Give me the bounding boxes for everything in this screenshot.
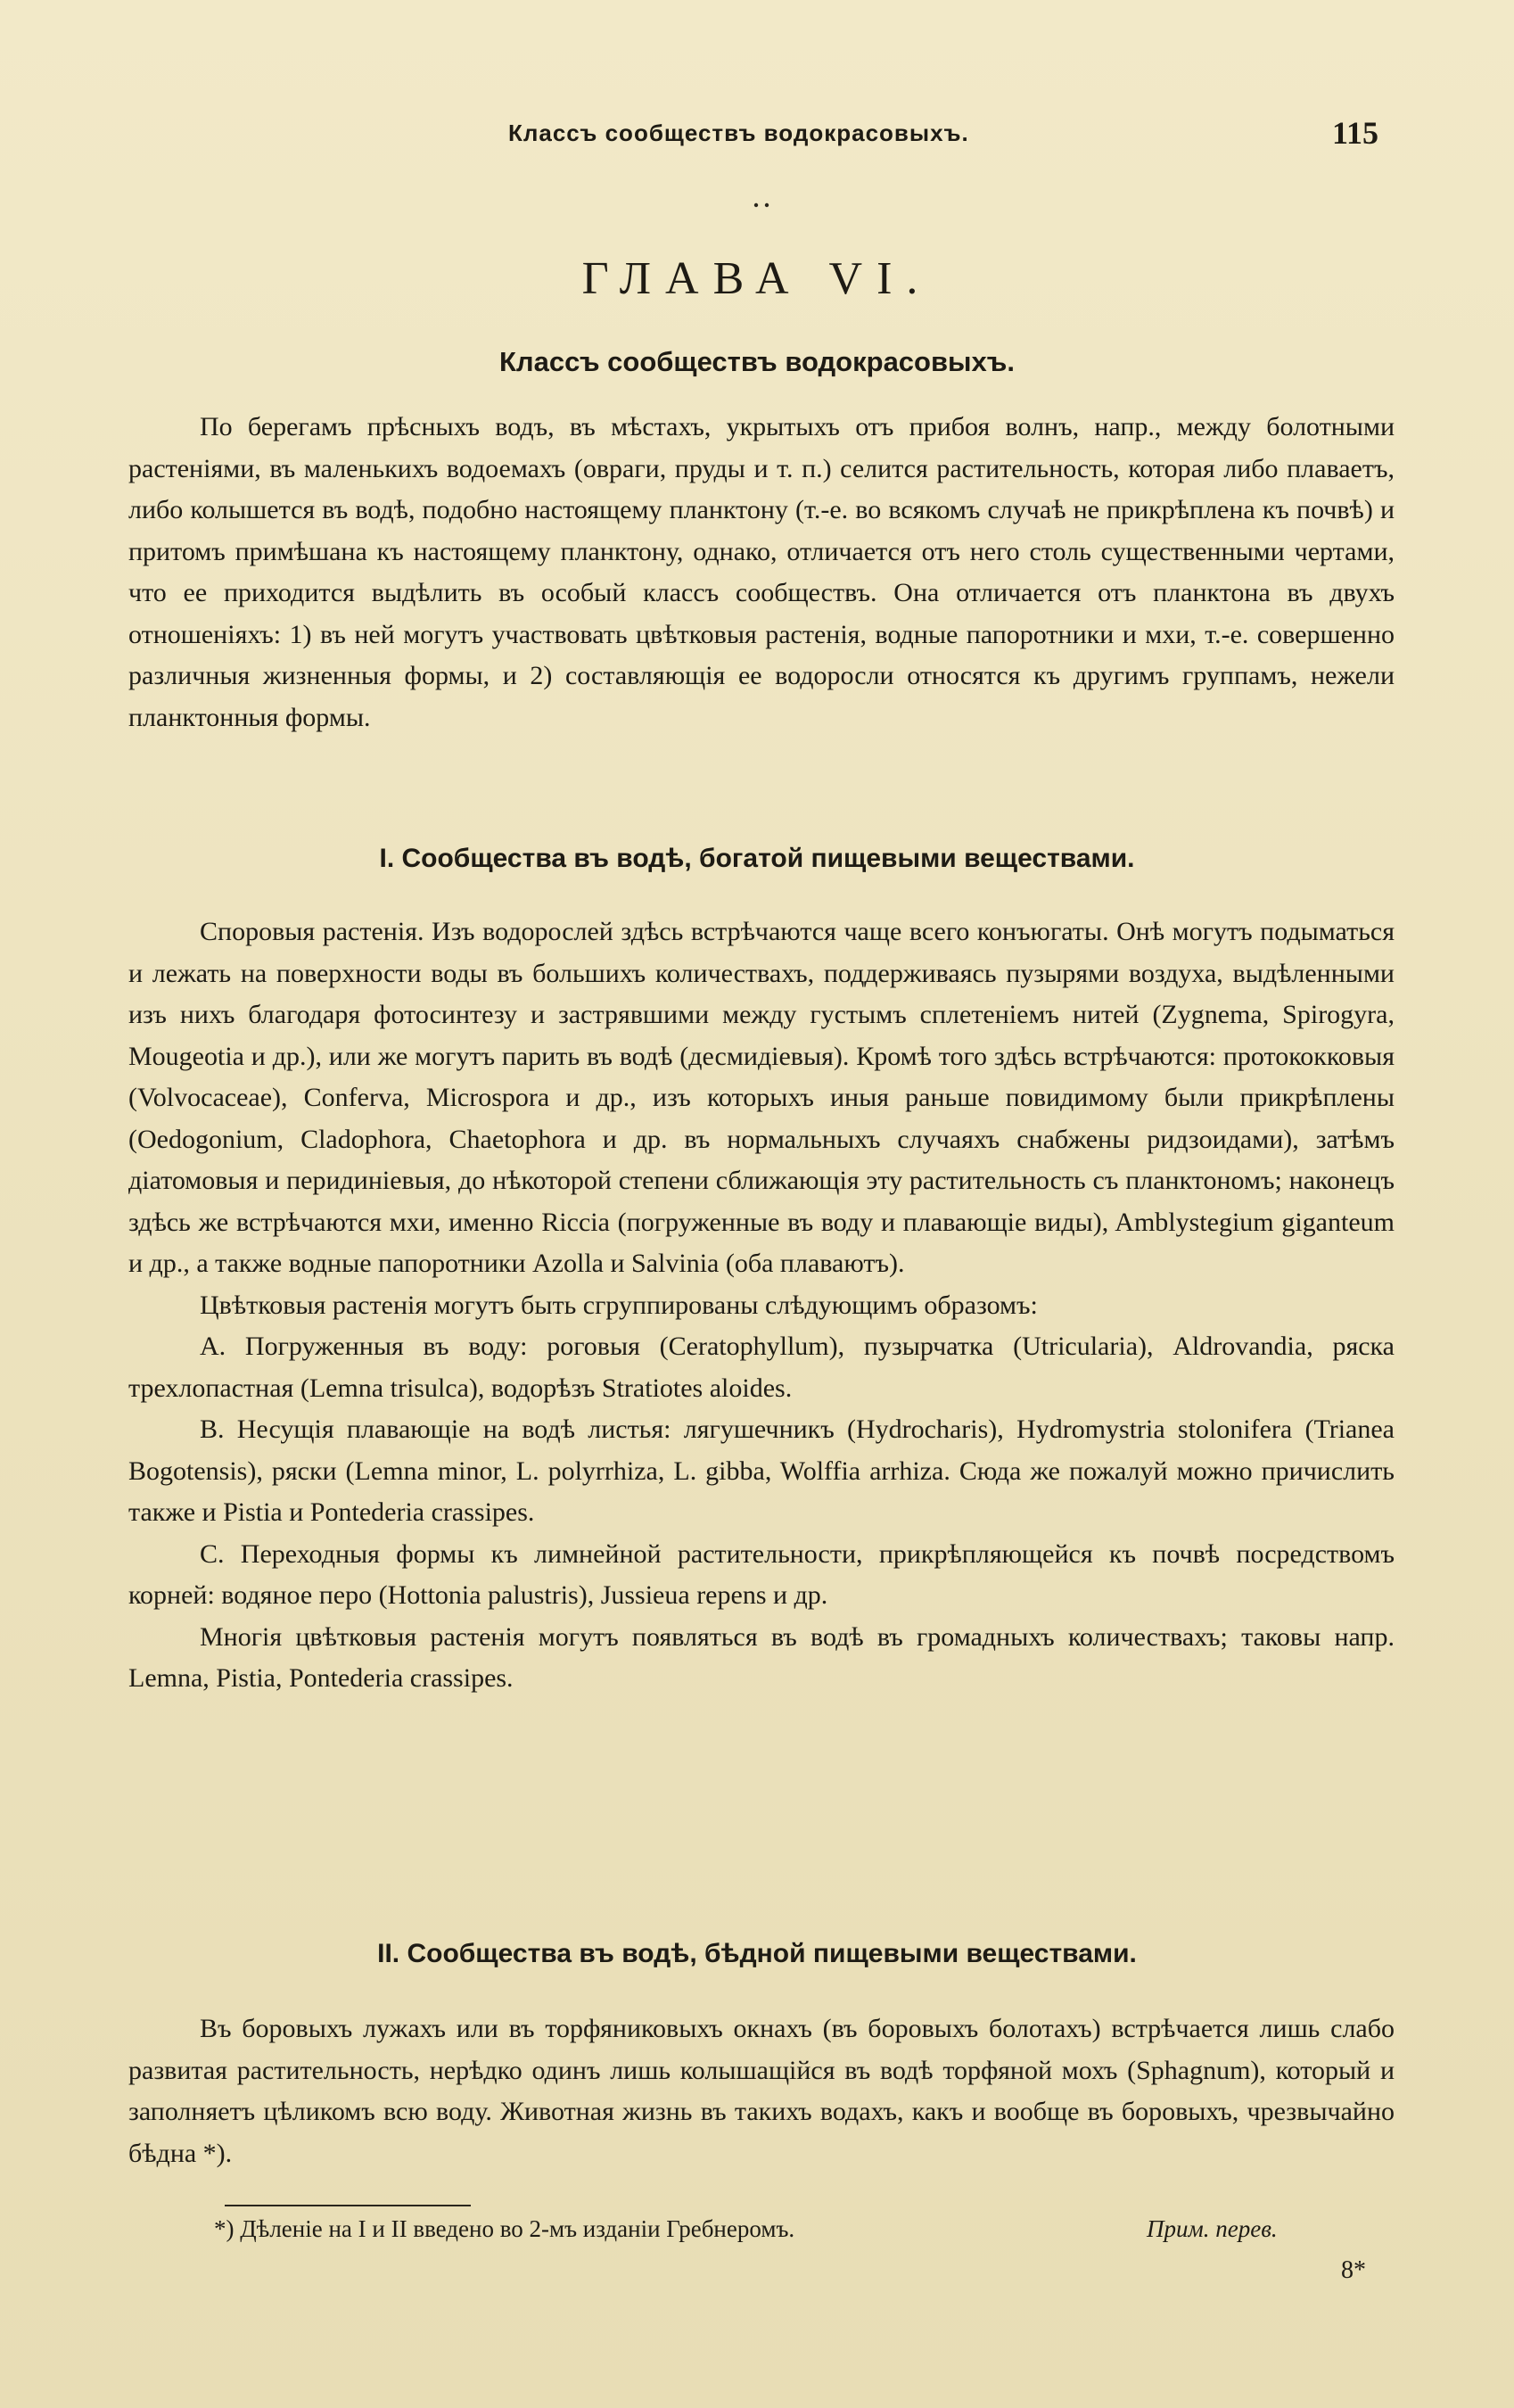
paragraph-spore-plants: Споровыя растенія. Изъ водорослей здѣсь встрѣчаются чаще всего конъюгаты. Онѣ могутъ подыматься и лежать на поверхности воды въ большихъ количествахъ, поддерживаясь пузырями воздуха, выдѣленными изъ нихъ благодаря фотосинтезу и застрявшими между густымъ сплетеніемъ нитей (Zygnema, Spirogyra, Mougeotia и др.), или же могутъ парить въ водѣ (десмидіевыя). Кромѣ того здѣсь встрѣчаются: протококковыя (Volvocaceae), Conferva, Microspora и др., изъ которыхъ иныя раньше повидимому были прикрѣплены (Oedogonium, Cladophora, Chaetophora и др. въ нормальныхъ случаяхъ снабжены ридзоидами), затѣмъ діатомовыя и перидиніевыя, до нѣкоторой степени сближающія эту растительность съ планктономъ; наконецъ здѣсь же встрѣчаются мхи, именно Riccia (погруженные въ воду и плавающіе виды), Amblystegium giganteum и др., а также водные папоротники Azolla и Salvinia (оба плаваютъ).: [128, 917, 1395, 1278]
running-header-title: Классъ сообществъ водокрасовыхъ.: [508, 120, 969, 146]
section-1-body: [128, 911, 1395, 1700]
footnote-rule: [225, 2205, 471, 2206]
paragraph-group-c: C. Переходныя формы къ лимнейной растительности, прикрѣпляющейся къ почвѣ посредствомъ корней: водяное перо (Hottonia palustris), Jussieua repens и др.: [128, 1538, 1395, 1610]
section-heading-2: II. Сообщества въ водѣ, бѣдной пищевыми веществами.: [377, 1939, 1137, 1968]
paragraph-flowering-plants: Цвѣтковыя растенія могутъ быть сгруппированы слѣдующимъ образомъ:: [200, 1290, 1038, 1320]
footnote-text: *) Дѣленіе на I и II введено во 2-мъ изданіи Гребнеромъ.: [214, 2215, 795, 2242]
printer-signature: 8*: [1341, 2256, 1366, 2284]
ornament-dots: [753, 202, 774, 209]
intro-text: По берегамъ прѣсныхъ водъ, въ мѣстахъ, укрытыхъ отъ прибоя волнъ, напр., между болотными растеніями, въ маленькихъ водоемахъ (овраги, пруды и т. п.) селится растительность, которая либо плаваетъ, либо колышется въ водѣ, подобно настоящему планктону (т.-е. во всякомъ случаѣ не прикрѣплена къ почвѣ) и притомъ примѣшана къ настоящему планктону, однако, отличается отъ него столь существенными чертами, что ее приходится выдѣлить въ особый классъ сообществъ. Она отличается отъ планктона въ двухъ отношеніяхъ: 1) въ ней могутъ участвовать цвѣтковыя растенія, водные папоротники и мхи, т.-е. совершенно различныя жизненныя формы, и 2) составляющія ее водоросли относятся къ другимъ группамъ, нежели планктонныя формы.: [128, 412, 1395, 732]
paragraph-mass-occurrence: Многія цвѣтковыя растенія могутъ появляться въ водѣ въ громадныхъ количествахъ; таковы напр. Lemna, Pistia, Pontederia crassipes.: [128, 1621, 1395, 1693]
paragraph-poor-waters: Въ боровыхъ лужахъ или въ торфяниковыхъ окнахъ (въ боровыхъ болотахъ) встрѣчается лишь слабо развитая растительность, нерѣдко одинъ лишь колышащійся въ водѣ торфяной мохъ (Sphagnum), который и заполняетъ цѣликомъ всю воду. Животная жизнь въ такихъ водахъ, какъ и вообще въ боровыхъ, чрезвычайно бѣдна *).: [128, 2014, 1395, 2168]
paragraph-group-b: B. Несущія плавающіе на водѣ листья: лягушечникъ (Hydrocharis), Hydromystria stolonifera (Trianea Bogotensis), ряски (Lemna minor, L. polyrrhiza, L. gibba, Wolffia arrhiza. Сюда же пожалуй можно причислить также и Pistia и Pontederia crassipes.: [128, 1414, 1395, 1527]
section-2-body: [128, 2008, 1395, 2174]
running-header: [0, 114, 1514, 159]
translator-note: Прим. перев.: [1147, 2215, 1278, 2242]
footnote: [214, 2215, 1427, 2251]
intro-paragraph: [128, 407, 1395, 738]
paragraph-group-a: A. Погруженныя въ воду: роговыя (Ceratophyllum), пузырчатка (Utricularia), Aldrovandia, ряска трехлопастная (Lemna trisulca), водорѣзъ Stratiotes aloides.: [128, 1332, 1395, 1403]
page-number: 115: [1332, 115, 1379, 151]
chapter-subtitle: Классъ сообществъ водокрасовыхъ.: [499, 346, 1015, 377]
chapter-title: ГЛАВА VI.: [581, 253, 933, 304]
section-heading-1: I. Сообщества въ водѣ, богатой пищевыми веществами.: [379, 844, 1135, 873]
